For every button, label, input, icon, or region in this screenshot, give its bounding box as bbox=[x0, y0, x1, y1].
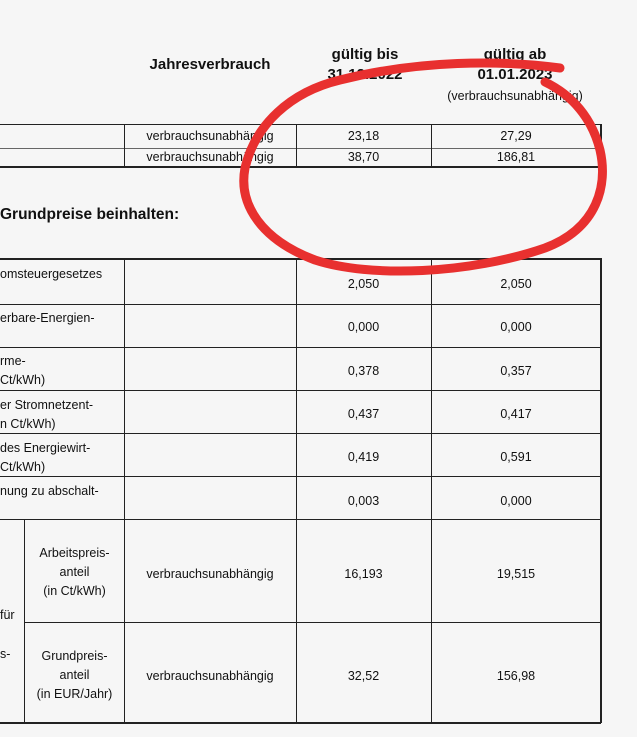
component-label-4-line-1: er Stromnetzent- bbox=[0, 398, 94, 412]
split-row-1-sub-label bbox=[25, 544, 124, 601]
top-row-2-new: 186,81 bbox=[496, 150, 536, 164]
split-row-2-sub-label bbox=[25, 647, 124, 704]
split-row-1-old: 16,193 bbox=[344, 567, 383, 581]
component-4-new: 0,417 bbox=[500, 407, 532, 421]
component-5-old: 0,419 bbox=[347, 450, 380, 464]
valid-from-note: (verbrauchsunabhängig) bbox=[447, 89, 583, 103]
split-row-2-sub-label-line-3: (in EUR/Jahr) bbox=[36, 687, 113, 701]
component-6-old: 0,003 bbox=[347, 494, 380, 508]
split-row-1-consumption: verbrauchsunabhängig bbox=[146, 567, 274, 581]
component-label-3-line-1: rme- bbox=[0, 354, 26, 368]
component-label-4-line-2: n Ct/kWh) bbox=[0, 417, 56, 431]
component-3-new: 0,357 bbox=[500, 364, 532, 378]
split-row-1-sub-label-line-2: anteil bbox=[59, 565, 90, 579]
split-row-2-sub-label-line-2: anteil bbox=[59, 668, 90, 682]
top-row-1-new: 27,29 bbox=[500, 129, 532, 143]
split-row-1-sub-label-line-3: (in Ct/kWh) bbox=[43, 584, 106, 598]
component-label-2: erbare-Energien- bbox=[0, 311, 95, 325]
component-4-old: 0,437 bbox=[347, 407, 380, 421]
component-label-3-line-2: Ct/kWh) bbox=[0, 373, 46, 387]
split-row-2-left-fragment: s- bbox=[0, 647, 11, 661]
valid-until-date: 31.12.2022 bbox=[327, 66, 403, 83]
component-label-1: omsteuergesetzes bbox=[0, 267, 103, 281]
component-3-old: 0,378 bbox=[347, 364, 380, 378]
component-label-5-line-1: des Energiewirt- bbox=[0, 441, 91, 455]
split-row-2-consumption: verbrauchsunabhängig bbox=[146, 669, 274, 683]
component-label-6: nung zu abschalt- bbox=[0, 484, 99, 498]
split-row-2-new: 156,98 bbox=[496, 669, 536, 683]
valid-from-label: gültig ab bbox=[483, 46, 547, 63]
component-1-old: 2,050 bbox=[347, 277, 380, 291]
component-6-new: 0,000 bbox=[500, 494, 532, 508]
valid-until-label: gültig bis bbox=[331, 46, 399, 63]
component-2-old: 0,000 bbox=[347, 320, 380, 334]
top-row-2-consumption: verbrauchsunabhängig bbox=[146, 150, 274, 164]
jahresverbrauch-heading: Jahresverbrauch bbox=[149, 56, 271, 73]
split-row-2-old: 32,52 bbox=[347, 669, 380, 683]
top-row-1-consumption: verbrauchsunabhängig bbox=[146, 129, 274, 143]
valid-from-date: 01.01.2023 bbox=[477, 66, 553, 83]
split-row-1-new: 19,515 bbox=[496, 567, 536, 581]
component-1-new: 2,050 bbox=[500, 277, 532, 291]
split-row-1-sub-label-line-1: Arbeitspreis- bbox=[39, 546, 110, 560]
section-heading: Grundpreise beinhalten: bbox=[0, 206, 180, 223]
split-row-1-left-fragment: für bbox=[0, 608, 15, 622]
component-2-new: 0,000 bbox=[500, 320, 532, 334]
component-5-new: 0,591 bbox=[500, 450, 532, 464]
split-row-2-sub-label-line-1: Grundpreis- bbox=[41, 649, 108, 663]
top-row-2-old: 38,70 bbox=[347, 150, 380, 164]
component-label-5-line-2: Ct/kWh) bbox=[0, 460, 46, 474]
top-row-1-old: 23,18 bbox=[347, 129, 380, 143]
